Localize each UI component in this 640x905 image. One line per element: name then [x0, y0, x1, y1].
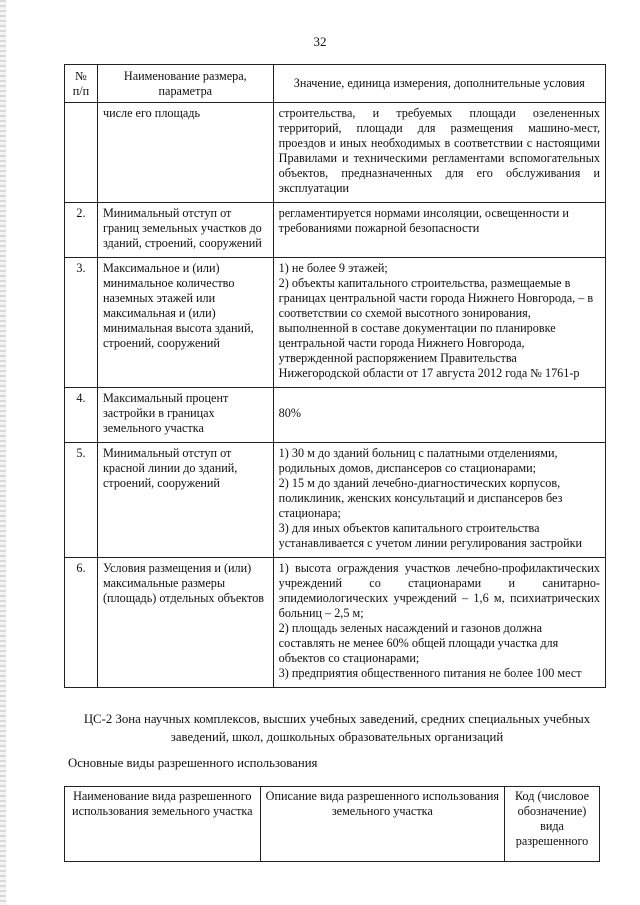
table-row-2 [65, 203, 606, 258]
row-num: 2. [65, 203, 98, 258]
scan-edge [0, 0, 6, 905]
table-row-3 [65, 258, 606, 388]
header-use-code: Код (числовое обозначение) вида разрешенного [505, 787, 600, 862]
row-name: Максимальный процент застройки в границах земельного участка [97, 388, 273, 443]
row-value: строительства, и требуемых площади озелененных территорий, площади для размещения машино-мест, проездов и иных необходимых в соответствии с настоящими Правилами и техническими регламентами вспомогательных объектов, предназначенных для его обслуживания и эксплуатации [273, 103, 605, 203]
row-value [273, 443, 605, 558]
header-value: Значение, единица измерения, дополнительные условия [273, 65, 605, 103]
page-number: 32 [313, 34, 327, 49]
value-line: 1) не более 9 этажей; [278, 261, 388, 275]
uses-table [64, 786, 600, 862]
value-line: 3) предприятия общественного питания не более 100 мест [278, 666, 582, 680]
zone-title: ЦС-2 Зона научных комплексов, высших учебных заведений, средних специальных учебных заведений, школ, дошкольных образовательных организаций [83, 712, 591, 744]
row-value [273, 258, 605, 388]
row-name: Максимальное и (или) минимальное количество наземных этажей или максимальная и (или) минимальная высота зданий, строений, сооружений [97, 258, 273, 388]
row-name: Минимальный отступ от красной линии до зданий, строений, сооружений [97, 443, 273, 558]
row-num: 6. [65, 558, 98, 688]
value-line: 2) площадь зеленых насаждений и газонов должна составлять не менее 60% общей площади участка для объектов со стационарами; [278, 621, 559, 665]
value-line: регламентируется нормами инсоляции, освещенности и требованиями пожарной безопасности [278, 206, 569, 235]
header-num: № п/п [65, 65, 98, 103]
value-line: 1) высота ограждения участков лечебно-профилактических учреждений со стационарами и санитарно-эпидемиологических учреждений – 1,6 м, психиатрических больниц – 2,5 м; [278, 561, 600, 620]
header-use-name: Наименование вида разрешенного использования земельного участка [65, 787, 261, 862]
value-line: 1) 30 м до зданий больниц с палатными отделениями, родильных домов, диспансеров со стационарами; [278, 446, 558, 475]
row-name: Условия размещения и (или) максимальные размеры (площадь) отдельных объектов [97, 558, 273, 688]
value-line: 3) для иных объектов капитального строительства устанавливается с учетом линии регулирования застройки [278, 521, 583, 550]
table-row-6 [65, 558, 606, 688]
table-row-5 [65, 443, 606, 558]
row-value [273, 558, 605, 688]
row-value [273, 203, 605, 258]
row-name: Минимальный отступ от границ земельных участков до зданий, строений, сооружений [97, 203, 273, 258]
parameters-table-header-row [65, 65, 606, 103]
value-line: 2) 15 м до зданий лечебно-диагностических корпусов, поликлиник, женских консультаций и диспансеров без стационара; [278, 476, 563, 520]
value-line: 80% [278, 406, 302, 420]
table-row-4 [65, 388, 606, 443]
row-num: 3. [65, 258, 98, 388]
parameters-table [64, 64, 606, 688]
row-name: числе его площадь [97, 103, 273, 203]
header-name: Наименование размера, параметра [97, 65, 273, 103]
row-num: 4. [65, 388, 98, 443]
header-use-description: Описание вида разрешенного использования земельного участка [260, 787, 504, 862]
row-num: 5. [65, 443, 98, 558]
uses-table-header-row [65, 787, 600, 862]
row-value [273, 388, 605, 443]
table-row-continuation [65, 103, 606, 203]
value-line: 2) объекты капитального строительства, размещаемые в границах центральной части города Нижнего Новгорода, – в соответствии со схемой высотного зонирования, выполненной в составе документации по планировке центральной части города Нижнего Новгорода, утвержденной распоряжением Правительства Нижегородской области от 17 августа 2012 года № 1761-р [278, 276, 594, 380]
section-heading: Основные виды разрешенного использования [68, 756, 318, 770]
row-num [65, 103, 98, 203]
